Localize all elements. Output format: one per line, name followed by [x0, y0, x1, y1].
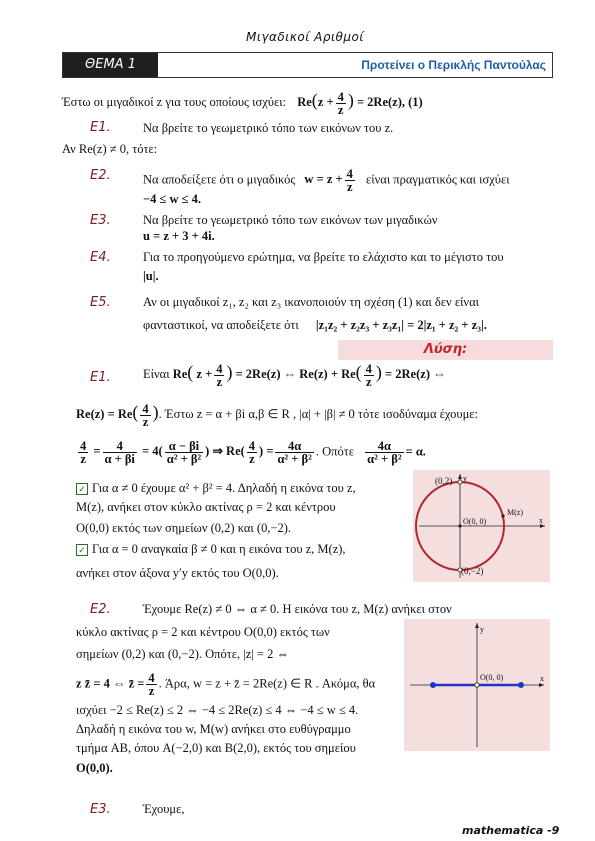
q2-line: Να αποδείξετε ότι ο μιγαδικός w = z + $\frac{4}{z}$ είναι πραγματικός και ισχύει	[143, 167, 510, 194]
q2-text2: είναι πραγματικός και ισχύει	[366, 172, 510, 187]
s2-label: Ε2.	[90, 602, 111, 617]
s3-text: Έχουμε,	[143, 802, 185, 816]
checkbox-icon: ✓	[76, 544, 88, 556]
q4-expression: |u|.	[143, 269, 159, 283]
s1-bullet1-c: O(0,0) εκτός των σημείων (0,2) και (0,−2).	[76, 521, 292, 535]
q3-label: Ε3.	[90, 213, 111, 228]
fig2-x-axis: x	[540, 674, 544, 683]
q1-text: Να βρείτε το γεωμετρικό τόπο των εικόνων του z.	[143, 121, 394, 135]
fig1-x-axis: x	[539, 516, 543, 525]
q3-text: Να βρείτε το γεωμετρικό τόπο των εικόνων των μιγαδικών	[143, 213, 438, 227]
condition-text: Αν Re(z) ≠ 0, τότε:	[62, 142, 158, 156]
s1-line2-tail: . Έστω z = α + βi α,β ∈ R , |α| + |β| ≠ 0 τότε ισοδύναμα έχουμε:	[158, 407, 478, 421]
fig1-origin-label: O(0, 0)	[463, 517, 487, 526]
s1-bullet2: ✓ Για α = 0 αναγκαία β ≠ 0 και η εικόνα του z, M(z),	[76, 542, 346, 557]
s2-line4: z z̄ = 4 ⇔ z̄ = $\frac{4}{z}$ . Άρα, w = z + z̄ = 2Re(z) ∈ R . Ακόμα, θα	[76, 671, 376, 698]
q2-label: Ε2.	[90, 168, 111, 183]
s2-line8: O(0,0).	[76, 761, 113, 775]
s2-line1: Έχουμε Re(z) ≠ 0 ⇔ α ≠ 0. Η εικόνα του z, M(z) ανήκει στον	[143, 602, 452, 616]
q5-text2: φανταστικοί, να αποδείξετε ότι	[143, 318, 299, 332]
solution-bar	[338, 340, 553, 360]
s2-line2: κύκλο ακτίνας ρ = 2 και κέντρου O(0,0) εκτός των	[76, 625, 330, 639]
s1-line2: Re(z) = Re( $\frac{4}{z}$ ). Έστω z = α + βi α,β ∈ R , |α| + |β| ≠ 0 τότε ισοδύναμα έχουμε:	[76, 401, 478, 429]
figure-circle	[413, 470, 550, 582]
s2-line3: σημείων (0,2) και (0,−2). Οπότε, |z| = 2 ⇔	[76, 647, 289, 661]
solution-title: Λύση:	[423, 342, 468, 357]
s1-bullet2-b: ανήκει στον άξονα y′y εκτός του O(0,0).	[76, 566, 279, 580]
s1-lead: Είναι	[143, 367, 170, 381]
theme-bar	[62, 52, 553, 78]
q1-label: Ε1.	[90, 120, 111, 135]
q4-label: Ε4.	[90, 250, 111, 265]
fig1-top-label: (0,2)	[435, 476, 453, 486]
s1-line3-tail: . Οπότε	[315, 444, 355, 459]
q5-expression: |z₁z₂ + z₂z₃ + z₃z₁| = 2|z₁ + z₂ + z₃|.	[315, 318, 487, 332]
s2-line7: τμήμα AB, όπου A(−2,0) και B(2,0), εκτός του σημείου	[76, 741, 356, 755]
checkbox-icon: ✓	[76, 483, 88, 495]
s3-label: Ε3.	[90, 802, 111, 817]
fig2-y-axis: y	[480, 625, 484, 634]
page-footer: mathematica -9	[462, 824, 560, 837]
s1-line3: $\frac{4}{z}$ = $\frac{4}{\alpha + \beta i}$ = 4( $\frac{\alpha - \beta i}{\text{α² + β²}}$ ) ⇒ Re( $\frac{4}{z}$ ) = $\frac{4\alpha}{\text{α² + β²}}$ . Οπότε $\frac{4\alpha}{\text{α² + β²}}$ = α.	[80, 439, 426, 466]
q2-inequality: −4 ≤ w ≤ 4.	[143, 192, 201, 206]
figure-segment	[404, 619, 550, 751]
s1-line3-end: = α.	[405, 444, 426, 459]
theme-author: Προτείνει ο Περικλής Παντούλας	[361, 58, 546, 72]
s2-line6: Δηλαδή η εικόνα του w, M(w) ανήκει στο ευθύγραμμο	[76, 722, 351, 736]
fig1-y-axis: y	[463, 474, 467, 483]
s1-bullet1-b: M(z), ανήκει στον κύκλο ακτίνας ρ = 2 και κέντρου	[76, 500, 336, 514]
s1-bullet1: ✓ Για α ≠ 0 έχουμε α² + β² = 4. Δηλαδή η εικόνα του z,	[76, 481, 356, 496]
fig1-bottom-label: (0,−2)	[461, 566, 484, 576]
figure-segment-svg	[404, 619, 550, 751]
fig1-point-label: M(z)	[507, 508, 523, 517]
theme-label: ΘΕΜΑ 1	[63, 53, 158, 77]
q5-text: Αν οι μιγαδικοί z₁, z₂ και z₃ ικανοποιούν τη σχέση (1) και δεν είναι	[143, 295, 479, 309]
fig2-origin-label: O(0, 0)	[480, 673, 504, 682]
intro-text: Έστω οι μιγαδικοί z για τους οποίους ισχύει:	[62, 95, 287, 109]
s1-label: Ε1.	[90, 370, 111, 385]
intro-eq-number: (1)	[408, 95, 423, 109]
page-header-title: Μιγαδικοί Αριθμοί	[246, 30, 364, 44]
s1-line1: Είναι Re( z + $\frac{4}{z}$ ) = 2Re(z) ⇔ Re(z) + Re( $\frac{4}{z}$ ) = 2Re(z) ⇔	[143, 361, 446, 389]
q2-text: Να αποδείξετε ότι ο μιγαδικός	[143, 172, 296, 187]
q5-line2	[143, 318, 487, 333]
q5-label: Ε5.	[90, 295, 111, 310]
intro-line: Έστω οι μιγαδικοί z για τους οποίους ισχύει: Re(z + $\frac{4}{z}$ ) = 2Re(z), (1)	[62, 89, 423, 117]
s2-line5: ισχύει −2 ≤ Re(z) ≤ 2 ⇔ −4 ≤ 2Re(z) ≤ 4 ⇔ −4 ≤ w ≤ 4.	[76, 703, 359, 717]
q4-text: Για το προηγούμενο ερώτημα, να βρείτε το ελάχιστο και το μέγιστο του	[143, 250, 504, 264]
q3-expression: u = z + 3 + 4i.	[143, 229, 215, 243]
